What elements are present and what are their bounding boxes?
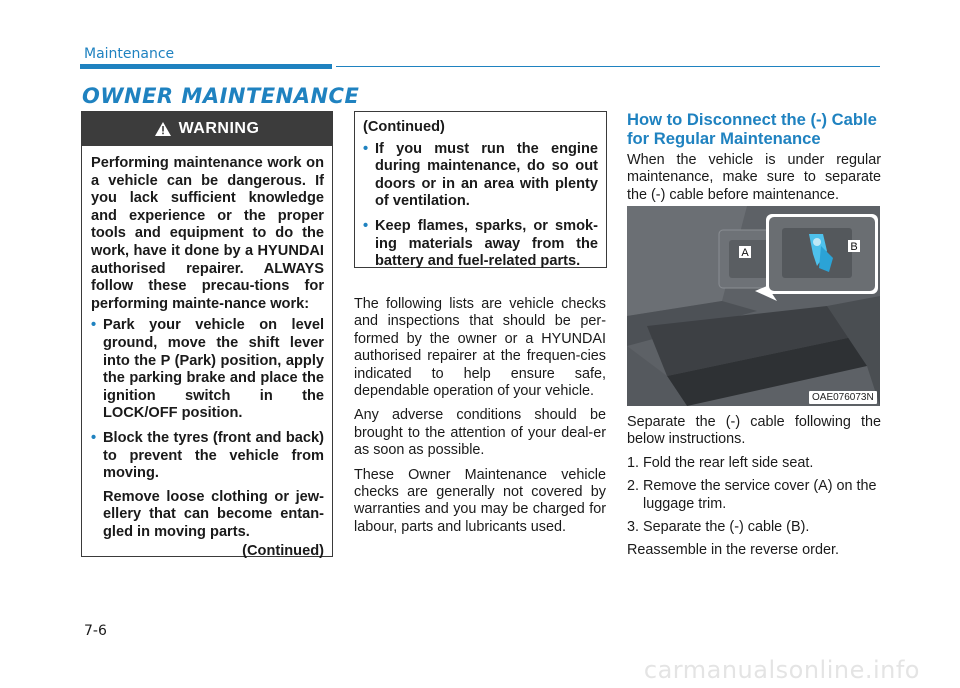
warning-bullet: • Park your vehicle on level ground, move the shift lever into the P (Park) position, apply the parking brake and place the ignition switch in the LOCK/OFF position.: [91, 317, 324, 422]
warning-bullet: • Block the tyres (front and back) to prevent the vehicle from moving.: [91, 429, 324, 482]
step-item: 1. Fold the rear left side seat.: [627, 454, 814, 471]
page-number: 7-6: [84, 623, 107, 639]
figure-illustration: [627, 206, 880, 406]
continued-warning-box: [354, 111, 607, 268]
warning-continued: (Continued): [242, 543, 324, 560]
label-b: B: [850, 241, 858, 253]
section-tab: Maintenance: [84, 46, 175, 62]
subsection-heading: How to Disconnect the (-) Cable for Regular Maintenance: [627, 110, 877, 148]
continued-bullet: • If you must run the engine during maintenance, do so out doors or in an area with plenty of ventilation.: [363, 140, 598, 210]
step-item: 3. Separate the (-) cable (B).: [627, 519, 810, 536]
step-item: 2. Remove the service cover (A) on the luggage trim.: [627, 478, 877, 512]
continued-bullet: • Keep flames, sparks, or smok-ing materials away from the battery and fuel-related parts.: [363, 217, 598, 270]
right-steps-block: [627, 414, 881, 566]
page-title: OWNER MAINTENANCE: [82, 84, 360, 108]
body-paragraph: Any adverse conditions should be brought to the attention of your deal-er as soon as possible.: [354, 407, 606, 459]
right-lead: Separate the (-) cable following the below instructions.: [627, 414, 881, 448]
warning-intro: Performing maintenance work on a vehicle can be dangerous. If you lack sufficient knowledge and experience or the proper tools and equipment to do the work, have it done by a HYUNDAI authorised repairer. ALWAYS follow these precau-tions for performing mainte-nance work:: [91, 155, 324, 312]
right-intro-block: [627, 152, 881, 210]
warning-icon: [155, 122, 171, 136]
figure-code: OAE076073N: [809, 391, 877, 404]
right-outro: Reassemble in the reverse order.: [627, 542, 839, 559]
header-rule-thin: [336, 66, 880, 67]
warning-header: [82, 112, 332, 146]
watermark: carmanualsonline.info: [643, 656, 920, 684]
label-a: A: [741, 247, 749, 259]
luggage-area-illustration: [627, 206, 880, 406]
continued-label: (Continued): [363, 119, 445, 135]
middle-body: [354, 296, 606, 543]
warning-box: [81, 111, 333, 560]
warning-bullet-list: [91, 317, 324, 482]
body-paragraph: These Owner Maintenance vehicle checks are generally not covered by warranties and you may be charged for labour, parts and lubricants used.: [354, 466, 606, 535]
continued-bullet-list: [363, 141, 598, 271]
right-intro: When the vehicle is under regular maintenance, make sure to separate the (-) cable before maintenance.: [627, 152, 881, 203]
steps-list: [627, 455, 881, 537]
warning-extra: Remove loose clothing or jew-ellery that can become entan-gled in moving parts.: [103, 488, 324, 540]
warning-label: WARNING: [178, 120, 260, 137]
header-rule-thick: [80, 64, 332, 69]
body-paragraph: The following lists are vehicle checks and inspections that should be per-formed by the owner or a HYUNDAI authorised repairer at the frequen-cies indicated to help ensure safe, dependable operation of your vehicle.: [354, 296, 606, 400]
